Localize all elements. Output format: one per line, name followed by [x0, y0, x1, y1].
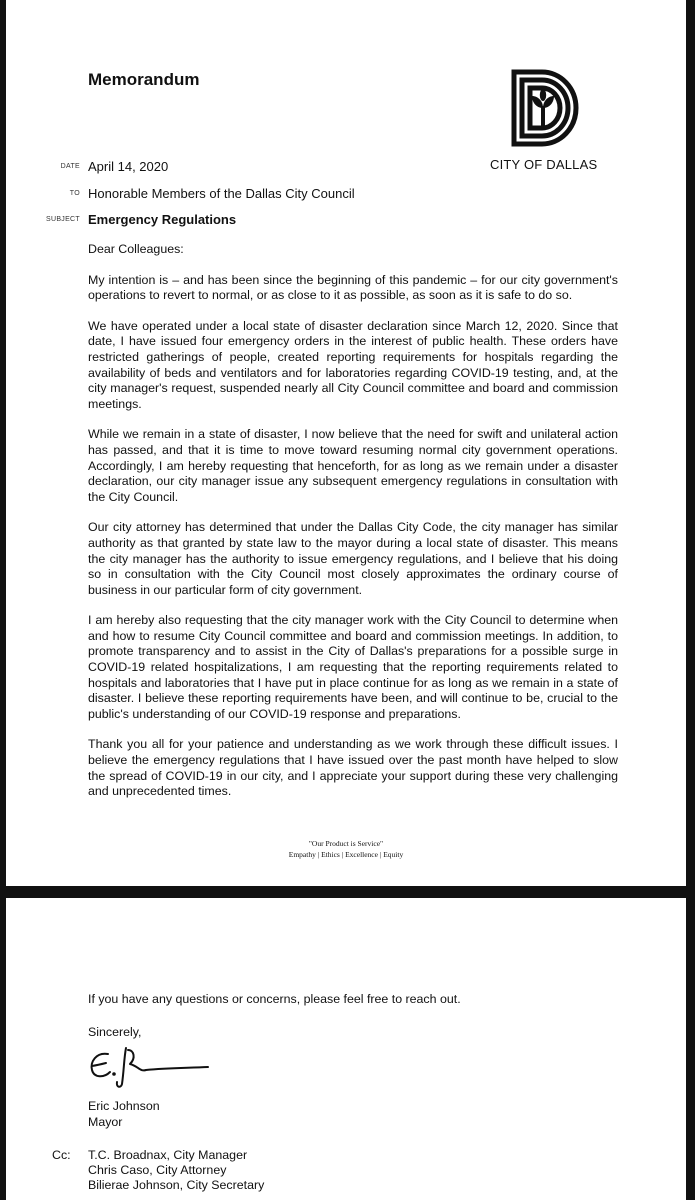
signer-name: Eric Johnson — [88, 1099, 160, 1113]
memo-page-1 — [6, 0, 686, 886]
cc-recipient: T.C. Broadnax, City Manager — [88, 1148, 248, 1162]
body-paragraph: While we remain in a state of disaster, I now believe that the need for swift and unilateral action has passed, and that it is time to move toward resuming normal city government operations. Accordingly, I am hereby requesting that henceforth, for as long as we remain under a disaster declaration, our city manager issue any subsequent emergency regulations in consultation with the City Council. — [88, 427, 618, 504]
cc-recipient: Chris Caso, City Attorney — [88, 1163, 227, 1177]
date-label: DATE — [60, 163, 80, 170]
memo-recipient: Honorable Members of the Dallas City Council — [88, 186, 355, 201]
memo-date: April 14, 2020 — [88, 159, 169, 174]
body-paragraph: We have operated under a local state of disaster declaration since March 12, 2020. Since that date, I have issued four emergency orders in the interest of public health. These orders have restricted gatherings of people, created reporting requirements for hospitals regarding the availability of beds and ventilators and for laboratories regarding COVID-19 testing, and, at the city manager's request, suspended nearly all City Council committee and board and commission meetings. — [88, 318, 618, 411]
body-paragraph: Thank you all for your patience and understanding as we work through these difficult issues. I believe the emergency regulations that I have issued over the past month have helped to slow the spread of COVID-19 in our city, and I appreciate your support during these very challenging and unprecedented times. — [88, 737, 618, 799]
body-paragraph: My intention is – and has been since the beginning of this pandemic – for our city government's operations to revert to normal, or as close to it as possible, as soon as it is safe to do so. — [88, 272, 618, 303]
cc-label: Cc: — [52, 1148, 71, 1162]
memo-title: Memorandum — [88, 70, 200, 89]
signer-title: Mayor — [88, 1115, 123, 1129]
footer-motto — [6, 838, 686, 860]
cc-recipient: Bilierae Johnson, City Secretary — [88, 1178, 265, 1192]
city-of-dallas-logo-icon — [508, 68, 584, 148]
memo-body — [88, 242, 618, 815]
body-paragraph: I am hereby also requesting that the city manager work with the City Council to determine when and how to resume City Council committee and board and commission meetings. In addition, to promote transparency and to assist in the City of Dallas's preparations for a possible surge in COVID-19 related hospitalizations, I am requesting that the reporting requirements related to hospitals and laboratories that I have put in place continue for as long as we remain in a state of disaster. I believe these reporting requirements have been, and will continue to be, crucial to the public's understanding of our COVID-19 response and preparations. — [88, 613, 618, 721]
sign-off: Sincerely, — [88, 1025, 142, 1039]
body-paragraph: Our city attorney has determined that under the Dallas City Code, the city manager has similar authority as that granted by state law to the mayor during a local state of disaster. This means the city manager has the authority to issue emergency regulations, and I believe that his doing so in consultation with the City Council most closely approximates the ordinary course of business in our particular form of city government. — [88, 520, 618, 597]
values-line: Empathy | Ethics | Excellence | Equity — [288, 850, 404, 859]
subject-label: SUBJECT — [46, 216, 80, 223]
city-name: CITY OF DALLAS — [490, 157, 598, 172]
motto-line: "Our Product is Service" — [308, 839, 384, 848]
signature-image — [86, 1040, 216, 1092]
memo-page-2 — [6, 898, 686, 1200]
salutation: Dear Colleagues: — [88, 242, 184, 256]
closing-line: If you have any questions or concerns, please feel free to reach out. — [88, 992, 461, 1006]
to-label: TO — [69, 190, 80, 197]
memo-subject: Emergency Regulations — [88, 212, 237, 227]
